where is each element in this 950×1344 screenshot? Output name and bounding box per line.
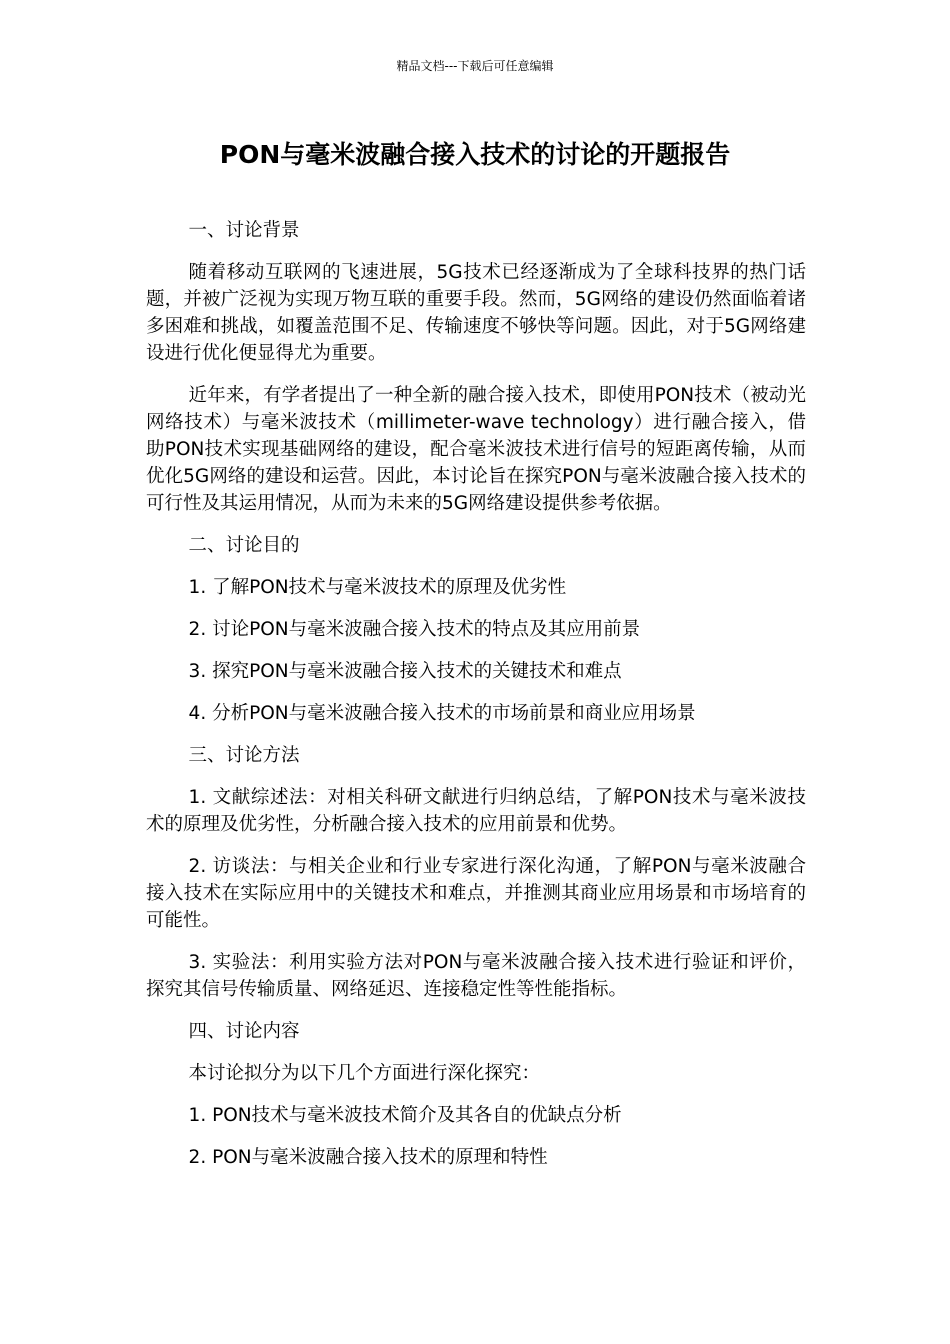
section-heading-background: 一、讨论背景: [188, 220, 300, 241]
section-heading-methods: 三、讨论方法: [188, 745, 300, 766]
background-paragraph-2: 近年来，有学者提出了一种全新的融合接入技术，即使用PON技术（被动光网络技术）与毫米波技术（millimeter-wave technology）进行融合接入，借助PON技术实现基础网络的建设，配合毫米波技术进行信号的短距离传输，从而优化5G网络的建设和运营。因此，本讨论旨在探究PON与毫米波融合接入技术的可行性及其运用情况，从而为未来的5G网络建设提供参考依据。: [146, 385, 806, 514]
content-intro: 本讨论拟分为以下几个方面进行深化探究：: [188, 1063, 541, 1084]
section-heading-objectives: 二、讨论目的: [188, 535, 300, 556]
method-item-3: 3. 实验法：利用实验方法对PON与毫米波融合接入技术进行验证和评价，探究其信号传输质量、网络延迟、连接稳定性等性能指标。: [146, 952, 806, 1000]
method-item-2: 2. 访谈法：与相关企业和行业专家进行深化沟通，了解PON与毫米波融合接入技术在实际应用中的关键技术和难点，并推测其商业应用场景和市场培育的可能性。: [146, 856, 806, 931]
objective-item-1: 1. 了解PON技术与毫米波技术的原理及优劣性: [188, 577, 567, 598]
method-item-1: 1. 文献综述法：对相关科研文献进行归纳总结，了解PON技术与毫米波技术的原理及优劣性，分析融合接入技术的应用前景和优势。: [146, 787, 806, 835]
background-paragraph-1: 随着移动互联网的飞速进展，5G技术已经逐渐成为了全球科技界的热门话题，并被广泛视为实现万物互联的重要手段。然而，5G网络的建设仍然面临着诸多困难和挑战，如覆盖范围不足、传输速度不够快等问题。因此，对于5G网络建设进行优化便显得尤为重要。: [146, 262, 806, 364]
section-heading-content: 四、讨论内容: [188, 1021, 300, 1042]
objective-item-2: 2. 讨论PON与毫米波融合接入技术的特点及其应用前景: [188, 619, 641, 640]
objective-item-4: 4. 分析PON与毫米波融合接入技术的市场前景和商业应用场景: [188, 703, 696, 724]
content-item-1: 1. PON技术与毫米波技术简介及其各自的优缺点分析: [188, 1105, 622, 1126]
document-title: PON与毫米波融合接入技术的讨论的开题报告: [219, 140, 731, 169]
document-body: [146, 217, 806, 1186]
content-item-2: 2. PON与毫米波融合接入技术的原理和特性: [188, 1147, 548, 1168]
objective-item-3: 3. 探究PON与毫米波融合接入技术的关键技术和难点: [188, 661, 622, 682]
page-header-watermark: 精品文档---下载后可任意编辑: [396, 59, 554, 73]
